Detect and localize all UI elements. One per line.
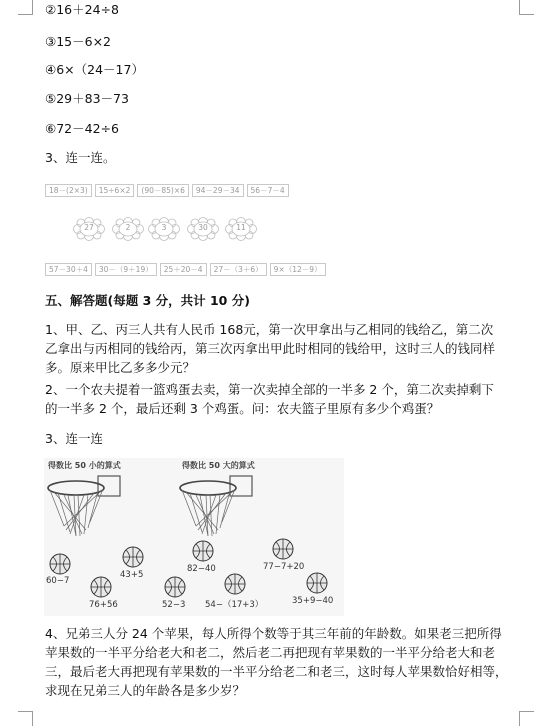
question-3-heading: 3、连一连	[45, 431, 103, 446]
match-heading: 3、连一连。	[45, 150, 116, 165]
basketball-icon	[122, 546, 144, 568]
flower-result	[185, 217, 221, 241]
question-line: 1、甲、乙、丙三人共有人民币 168元，第一次甲拿出与乙相同的钱给乙，第二次	[45, 322, 494, 337]
question-1	[45, 320, 515, 377]
basketball-icon	[164, 576, 186, 598]
flower-number: 11	[236, 223, 246, 232]
basketball-icon	[90, 576, 112, 598]
basketball-icon	[272, 538, 294, 560]
expression-box: 9×（12－9）	[270, 263, 326, 276]
question-line: 2、一个农夫提着一篮鸡蛋去卖，第一次卖掉全部的一半多 2 个，第二次卖掉剩下	[45, 382, 494, 397]
exercise-6: ⑥72－42÷6	[45, 121, 119, 136]
expression-box: 30－（9＋19）	[95, 263, 157, 276]
basketball-icon	[306, 572, 328, 594]
expression-box: 25＋20－4	[160, 263, 207, 276]
question-2	[45, 380, 515, 418]
exercise-2: ②16＋24÷8	[45, 2, 119, 17]
basketball-icon	[192, 540, 214, 562]
match-bottom-expressions	[45, 263, 326, 276]
expression-box: 94－29－34	[192, 184, 244, 197]
exercise-5: ⑤29＋83－73	[45, 91, 129, 106]
corner-mark-bottom-right	[519, 711, 534, 726]
ball-expression: 77−7+20	[263, 562, 305, 572]
ball-expression: 76+56	[89, 600, 118, 610]
ball-expression: 82−40	[187, 564, 216, 574]
basketball-icon	[224, 573, 246, 595]
basketball-matching-figure	[44, 458, 344, 616]
flower-result	[71, 217, 107, 241]
flower-number: 2	[125, 223, 131, 232]
basketball-icon	[49, 553, 71, 575]
flower-number: 30	[198, 223, 208, 232]
question-line: 乙拿出与丙相同的钱给丙，第三次丙拿出甲此时相同的钱给甲，这时三人的钱同样	[45, 341, 496, 356]
question-4	[45, 624, 515, 700]
question-line: 三，最后老大再把现有苹果数的一半平分给老二和老三，这时每人苹果数恰好相等，	[45, 664, 508, 679]
expression-box: 56－7－4	[247, 184, 289, 197]
expression-box: 27－（3＋6）	[210, 263, 267, 276]
flower-result	[110, 217, 146, 241]
question-line: 苹果数的一半平分给老大和老二，然后老二再把现有苹果数的一半平分给老大和老	[45, 645, 496, 660]
match-top-expressions	[45, 184, 289, 197]
basketball-hoop-icon	[178, 474, 258, 544]
flower-result	[146, 217, 182, 241]
question-line: 求现在兄弟三人的年龄各是多少岁？	[45, 683, 246, 698]
ball-expression: 54−（17+3）	[205, 600, 264, 610]
expression-box: 57－30＋4	[45, 263, 92, 276]
expression-box: 18－(2×3)	[45, 184, 92, 197]
flower-result	[223, 217, 259, 241]
ball-expression: 43+5	[120, 570, 144, 580]
question-line: 的一半多 2 个，最后还剩 3 个鸡蛋。问：农夫篮子里原有多少个鸡蛋？	[45, 401, 440, 416]
basketball-hoop-icon	[46, 474, 126, 544]
flower-number: 3	[161, 223, 167, 232]
expression-box: 15÷6×2	[95, 184, 135, 197]
corner-mark-top-right	[519, 0, 534, 15]
question-line: 多。原来甲比乙多多少元？	[45, 360, 196, 375]
caption-greater-than-50: 得数比 50 大的算式	[182, 461, 255, 470]
exercise-3: ③15－6×2	[45, 34, 111, 49]
corner-mark-bottom-left	[18, 711, 33, 726]
expression-box: (90－85)×6	[137, 184, 189, 197]
ball-expression: 35+9−40	[292, 596, 334, 606]
section-title: 五、解答题(每题 3 分，共计 10 分)	[45, 293, 250, 308]
exercise-4: ④6×（24－17）	[45, 62, 144, 77]
corner-mark-top-left	[18, 0, 33, 15]
caption-less-than-50: 得数比 50 小的算式	[48, 461, 121, 470]
question-line: 4、兄弟三人分 24 个苹果，每人所得个数等于其三年前的年龄数。如果老三把所得	[45, 626, 502, 641]
ball-expression: 60−7	[46, 576, 70, 586]
ball-expression: 52−3	[162, 600, 186, 610]
flower-number: 27	[84, 223, 94, 232]
